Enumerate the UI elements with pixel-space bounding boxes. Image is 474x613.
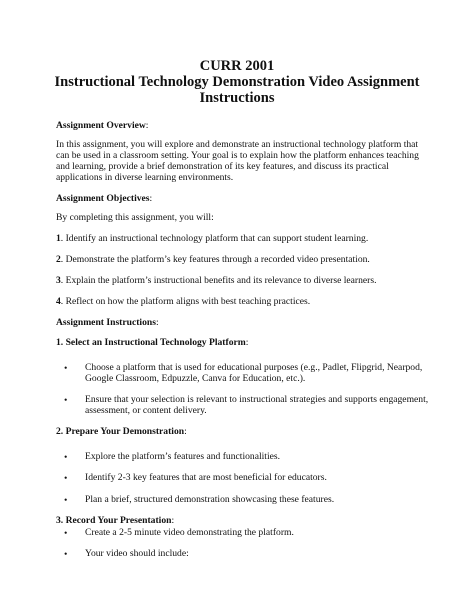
objective-item: 2. Demonstrate the platform’s key features through a recorded video presentation.: [56, 254, 370, 265]
document-subtitle: Instructions: [199, 90, 275, 106]
bullet-text: Explore the platform’s features and functionalities.: [85, 451, 281, 462]
section-heading: 2. Prepare Your Demonstration:: [56, 426, 187, 437]
objectives-intro: By completing this assignment, you will:: [56, 212, 214, 223]
overview-line: In this assignment, you will explore and demonstrate an instructional technology platform that: [56, 139, 419, 150]
bullet-marker: •: [64, 395, 68, 406]
objective-item: 3. Explain the platform’s instructional benefits and its relevance to diverse learners.: [56, 275, 377, 286]
bullet-text: Google Classroom, Edpuzzle, Canva for Education, etc.).: [85, 373, 306, 384]
section-heading: 3. Record Your Presentation:: [56, 515, 175, 526]
section-heading: 1. Select an Instructional Technology Platform:: [56, 337, 249, 348]
bullet-text: Identify 2-3 key features that are most beneficial for educators.: [85, 472, 327, 483]
bullet-marker: •: [64, 495, 68, 506]
bullet-marker: •: [64, 549, 68, 560]
overview-line: can be used in a classroom setting. Your goal is to explain how the platform enhances teaching: [56, 150, 419, 161]
objective-item: 4. Reflect on how the platform aligns with best teaching practices.: [56, 296, 311, 307]
bullet-marker: •: [64, 452, 68, 463]
overview-heading: Assignment Overview:: [56, 120, 149, 131]
overview-line: applications in diverse learning environments.: [56, 172, 234, 183]
bullet-text: Plan a brief, structured demonstration showcasing these features.: [85, 494, 335, 505]
bullet-text: Choose a platform that is used for educational purposes (e.g., Padlet, Flipgrid, Nearpod,: [85, 362, 423, 373]
document-title: Instructional Technology Demonstration Video Assignment: [54, 74, 420, 90]
bullet-marker: •: [64, 528, 68, 539]
instructions-heading: Assignment Instructions:: [56, 317, 159, 328]
overview-line: and learning, provide a brief demonstration of its key features, and discuss its practical: [56, 161, 389, 172]
bullet-marker: •: [64, 363, 68, 374]
objective-item: 1. Identify an instructional technology platform that can support student learning.: [56, 233, 369, 244]
course-code: CURR 2001: [199, 58, 275, 74]
objectives-heading: Assignment Objectives:: [56, 193, 153, 204]
bullet-text: Create a 2-5 minute video demonstrating the platform.: [85, 527, 294, 538]
bullet-text: assessment, or content delivery.: [85, 405, 207, 416]
bullet-text: Ensure that your selection is relevant to instructional strategies and supports engagement,: [85, 394, 429, 405]
bullet-text: Your video should include:: [85, 548, 189, 559]
bullet-marker: •: [64, 473, 68, 484]
